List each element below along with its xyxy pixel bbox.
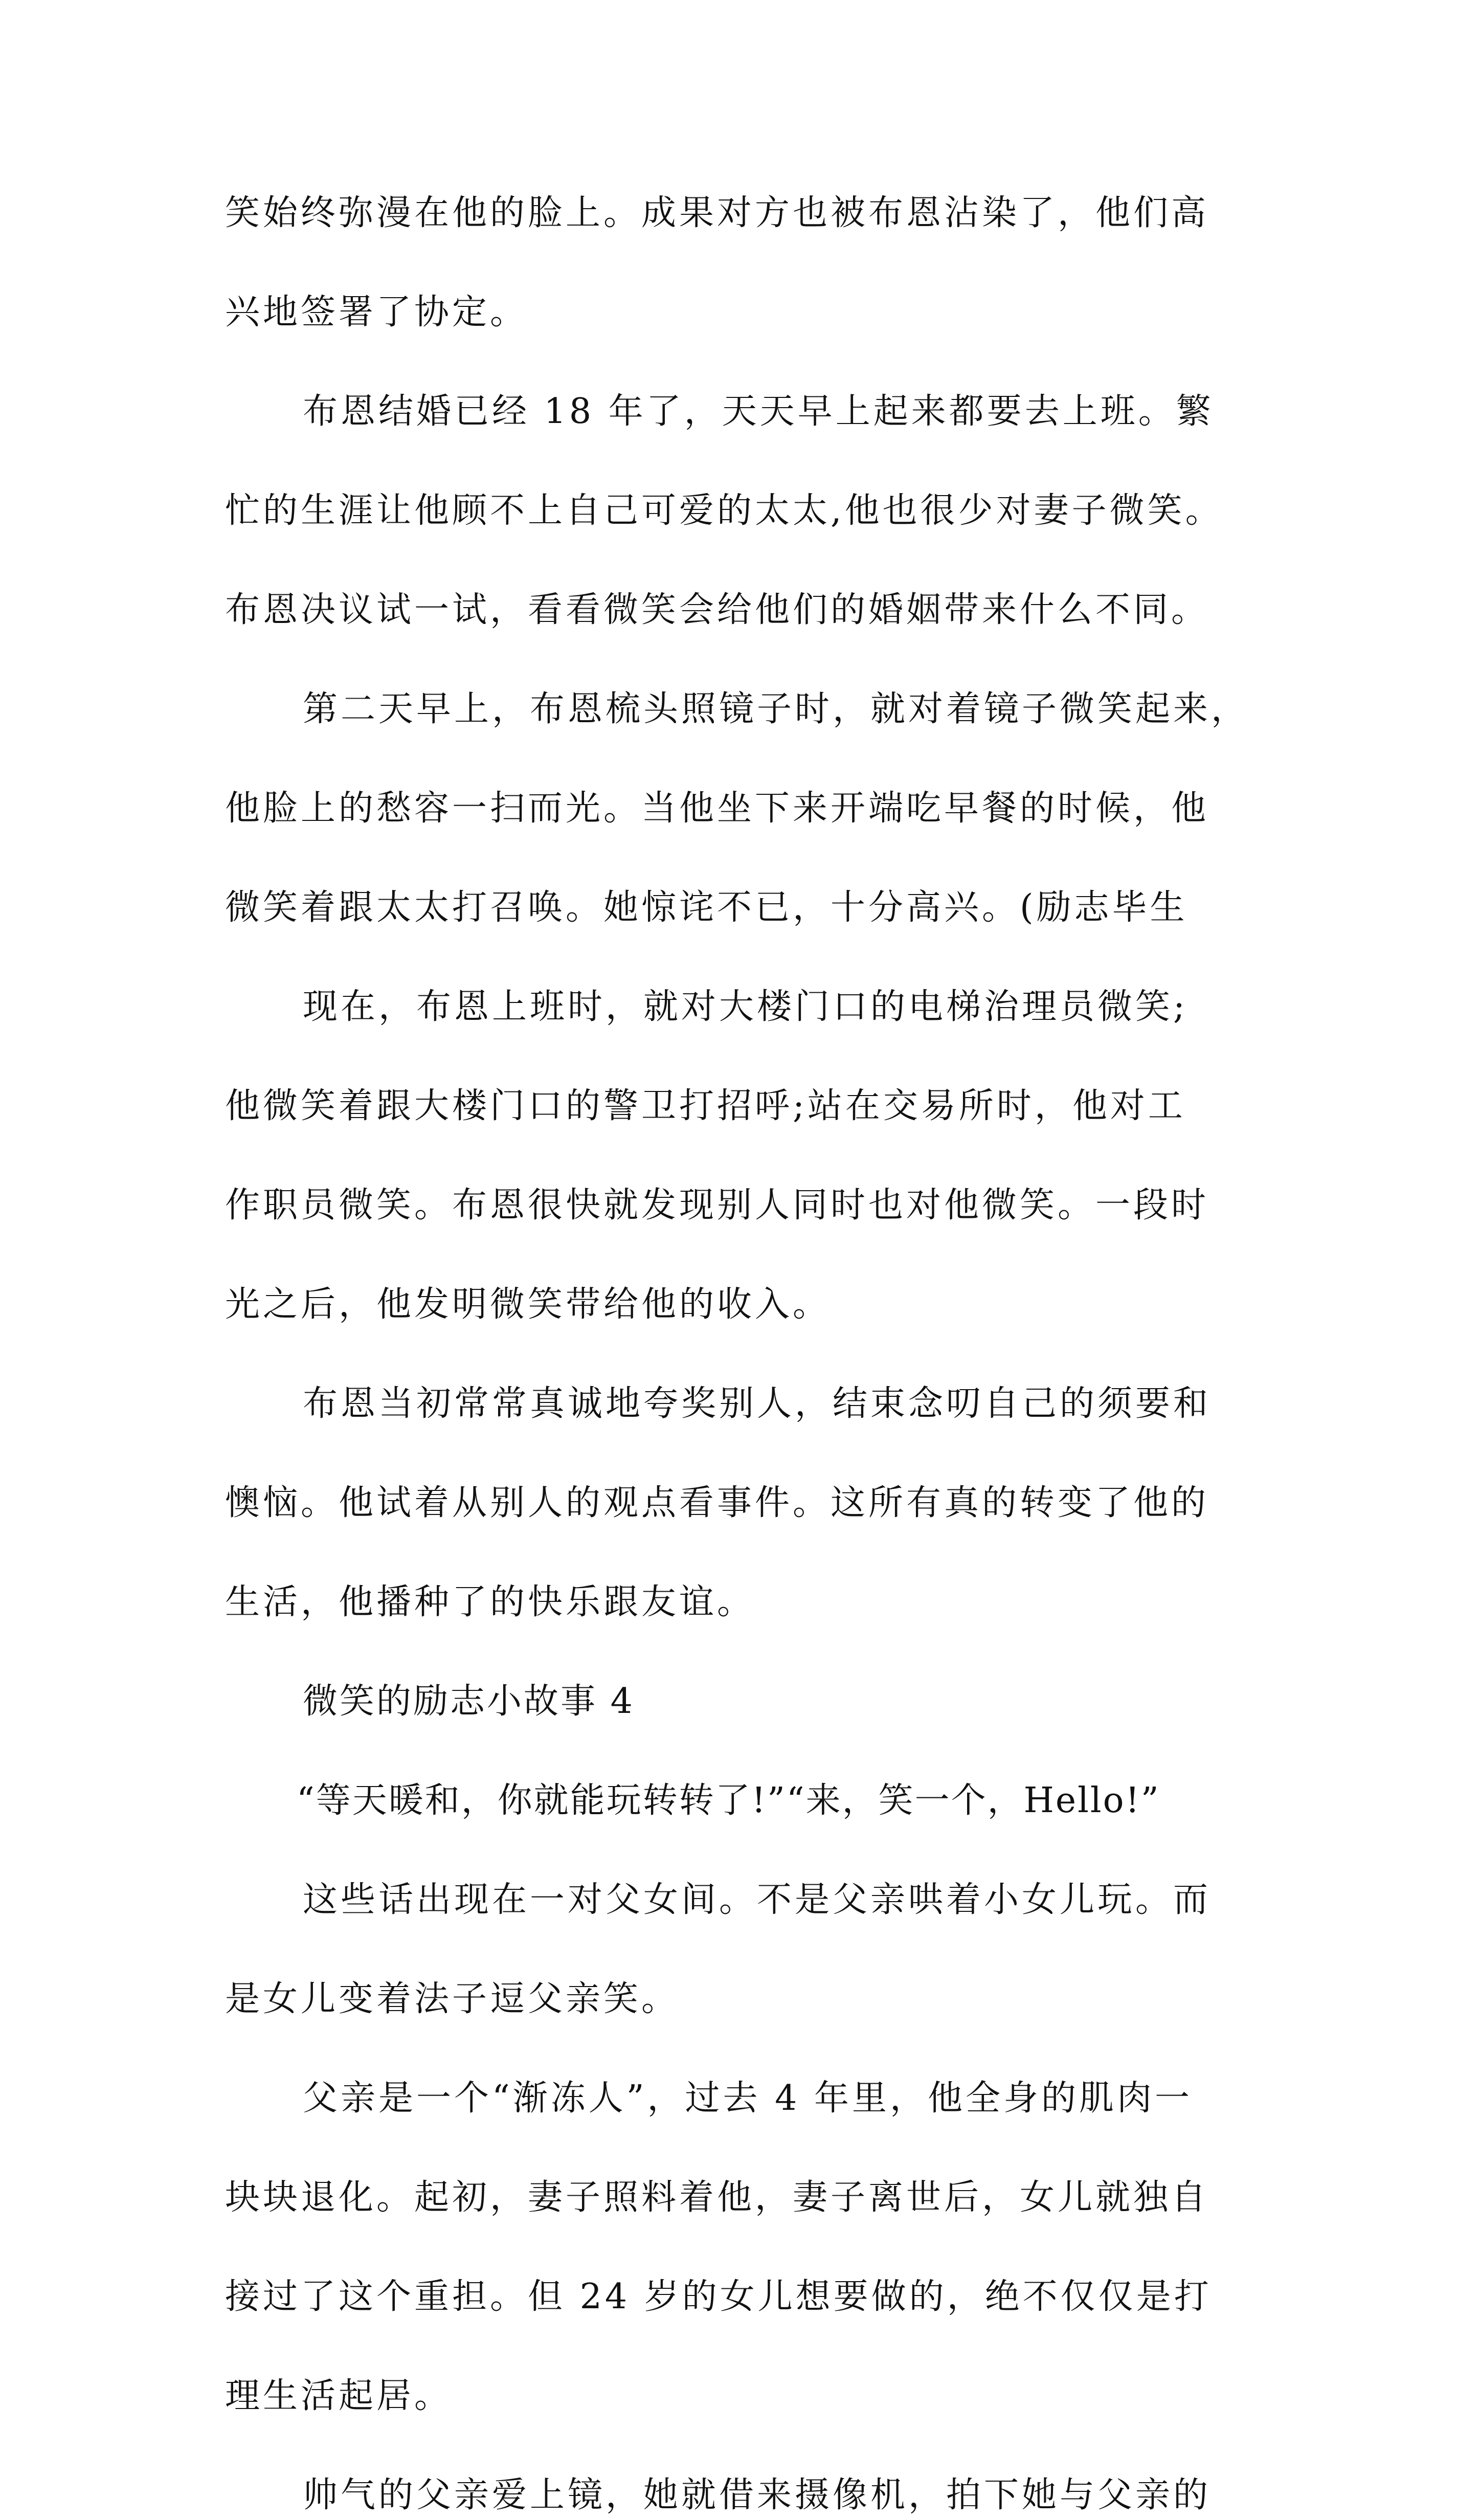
text-line: 生活，他播种了的快乐跟友谊。 [225, 1582, 755, 1622]
text-line: 微笑着跟太太打召唤。她惊诧不已，十分高兴。(励志毕生 [225, 887, 1188, 928]
dialogue-line: “等天暖和，你就能玩转转了!”“来，笑一个，Hello!” [297, 1780, 1160, 1821]
paragraph-start: 帅气的父亲爱上镜，她就借来摄像机，拍下她与父亲的 [303, 2475, 1212, 2515]
paragraph-start: 布恩结婚已经 18 年了，天天早上起来都要去上班。繁 [303, 391, 1214, 432]
paragraph-start: 父亲是一个“渐冻人”，过去 4 年里，他全身的肌肉一 [303, 2078, 1193, 2118]
text-line: 作职员微笑。布恩很快就发现别人同时也对他微笑。一段时 [225, 1185, 1209, 1225]
text-line: 笑始终弥漫在他的脸上。成果对方也被布恩沾染了，他们高 [225, 193, 1209, 233]
text-line: 是女儿变着法子逗父亲笑。 [225, 1979, 680, 2019]
paragraph-start: 现在，布恩上班时，就对大楼门口的电梯治理员微笑; [303, 987, 1188, 1027]
text-line: 他脸上的愁容一扫而光。当他坐下来开端吃早餐的时候，他 [225, 788, 1209, 829]
paragraph-start: 这些话出现在一对父女间。不是父亲哄着小女儿玩。而 [303, 1880, 1212, 1920]
text-line: 忙的生涯让他顾不上自己可爱的太太,他也很少对妻子微笑。 [225, 490, 1223, 531]
text-line: 接过了这个重担。但 24 岁的女儿想要做的，绝不仅仅是打 [225, 2277, 1212, 2317]
text-line: 兴地签署了协定。 [225, 292, 528, 332]
text-line: 布恩决议试一试，看看微笑会给他们的婚姻带来什么不同。 [225, 590, 1209, 630]
text-line: 光之后，他发明微笑带给他的收入。 [225, 1284, 831, 1325]
text-line: 懊恼。他试着从别人的观点看事件。这所有真的转变了他的 [225, 1483, 1209, 1523]
text-line: 理生活起居。 [225, 2376, 453, 2416]
paragraph-start: 第二天早上，布恩梳头照镜子时，就对着镜子微笑起来， [303, 689, 1249, 729]
paragraph-start: 布恩当初常常真诚地夸奖别人，结束念叨自己的须要和 [303, 1384, 1212, 1424]
text-line: 块块退化。起初，妻子照料着他，妻子离世后，女儿就独自 [225, 2177, 1209, 2218]
section-heading: 微笑的励志小故事 4 [303, 1681, 635, 1722]
document-body [225, 188, 1258, 2520]
text-line: 他微笑着跟大楼门口的警卫打招呼;站在交易所时，他对工 [225, 1086, 1186, 1126]
